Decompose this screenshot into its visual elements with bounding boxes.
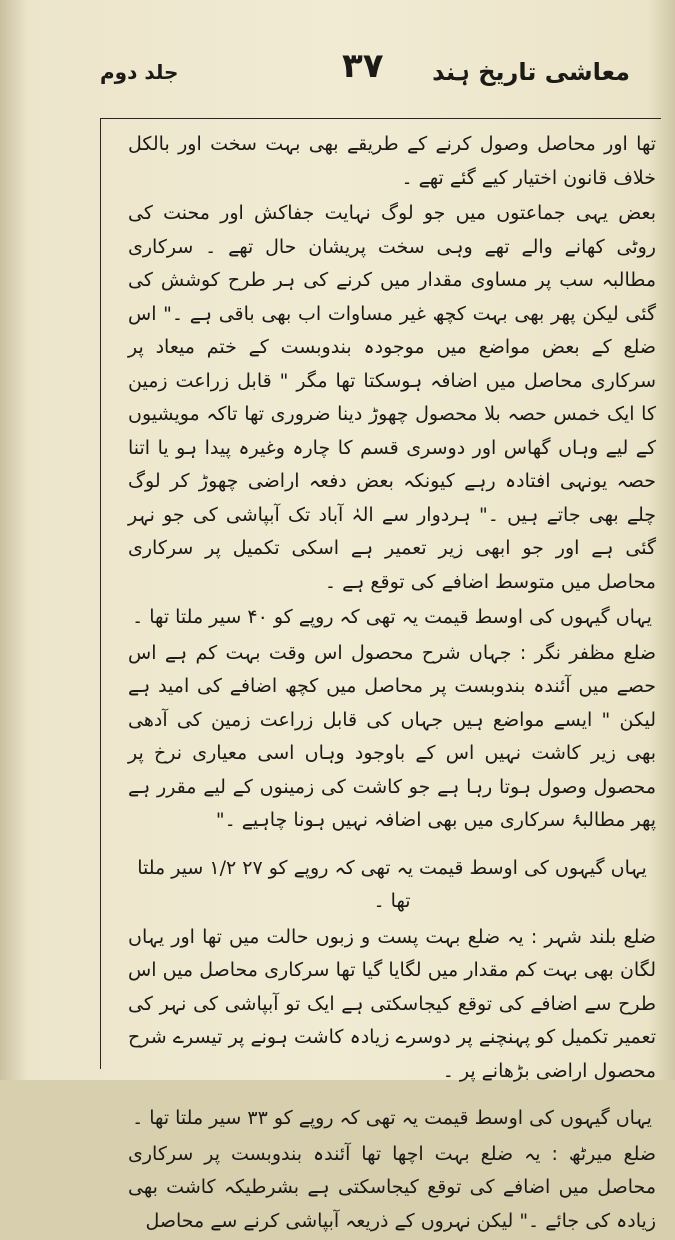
- price-note: یہاں گیہوں کی اوسط قیمت یہ تھی کہ روپے کو ۴۰ سیر ملتا تھا ۔: [132, 606, 652, 628]
- price-note: یہاں گیہوں کی اوسط قیمت یہ تھی کہ روپے کو ۳۳ سیر ملتا تھا ۔: [132, 1107, 652, 1129]
- paragraph: بعض یہی جماعتوں میں جو لوگ نہایت جفاکش اور محنت کی روٹی کھانے والے تھے وہی سخت پریشان حال تھے ۔ سرکاری مطالبہ سب پر مساوی مقدار میں کرنے کی ہر طرح کوشش کی گئی لیکن پھر بھی بہت کچھ غیر مساوات اب بھی باقی ہے ۔" اس ضلع کے بعض مواضع میں موجودہ بندوبست کے ختم میعاد پر سرکاری محاصل میں اضافہ ہوسکتا تھا مگر " قابل زراعت زمین کا ایک خمس حصہ بلا محصول چھوڑ دینا ضروری تھا تاکہ مویشیوں کے لیے وہاں گھاس اور دوسری قسم کا چارہ وغیرہ پیدا ہو یا اتنا حصہ یونہی افتادہ رہے کیونکہ بعض دفعہ اراضی چھوڑ کر لوگ چلے بھی جاتے ہیں ۔" ہردوار سے الہٰ آباد تک آبپاشی کی جو نہر گئی ہے اور جو ابھی زیر تعمیر ہے اسکی تکمیل پر سرکاری محاصل میں متوسط اضافے کی توقع ہے ۔: [128, 202, 656, 593]
- paragraph-bulandshahr: ضلع بلند شہر : یہ ضلع بہت پست و زبوں حالت میں تھا اور یہاں لگان بھی بہت کم مقدار میں لگایا گیا تھا سرکاری محاصل میں اس طرح سے اضافے کی توقع کیجاسکتی ہے ایک تو آبپاشی کی نہر کی تعمیر تکمیل کو پہنچنے پر دوسرے زیادہ کاشت ہونے پر تیسرے شرح محصول اراضی بڑھانے پر ۔: [128, 925, 656, 1082]
- page-header: [90, 40, 650, 110]
- body-text: [128, 128, 656, 1240]
- paragraph: تھا اور محاصل وصول کرنے کے طریقے بھی بہت سخت اور بالکل خلاف قانون اختیار کیے گئے تھے ۔: [128, 133, 656, 189]
- spacer: [128, 1090, 656, 1102]
- volume-label: جلد دوم: [100, 60, 179, 84]
- paragraph-muzaffarnagar: ضلع مظفر نگر : جہاں شرح محصول اس وقت بہت کم ہے اس حصے میں آئندہ بندوبست پر محاصل میں کچھ اضافے کی امید ہے لیکن " ایسے مواضع ہیں جہاں کی قابل زراعت زمین کی آدھی بھی زیر کاشت نہیں اس کے باوجود وہاں اسی معیاری نرخ پر محصول وصول ہوتا رہا ہے جو کاشت کی زمینوں کے لیے مقرر ہے پھر مطالبۂ سرکاری میں بھی اضافہ نہیں ہونا چاہیے ۔": [128, 641, 656, 831]
- page-number: ۳۷: [342, 46, 384, 86]
- book-title: معاشی تاریخ ہند: [432, 58, 630, 86]
- paragraph-meerut: ضلع میرٹھ : یہ ضلع بہت اچھا تھا آئندہ بندوبست پر سرکاری محاصل میں اضافے کی توقع کیجاسکتی ہے بشرطیکہ کاشت بھی زیادہ کی جائے ۔" لیکن نہروں کے ذریعہ آبپاشی کرنے سے محاصل: [128, 1142, 656, 1232]
- price-note: یہاں گیہوں کی اوسط قیمت یہ تھی کہ روپے کو ۲۷ ۱/۲ سیر ملتا تھا ۔: [137, 856, 647, 912]
- spacer: [128, 840, 656, 852]
